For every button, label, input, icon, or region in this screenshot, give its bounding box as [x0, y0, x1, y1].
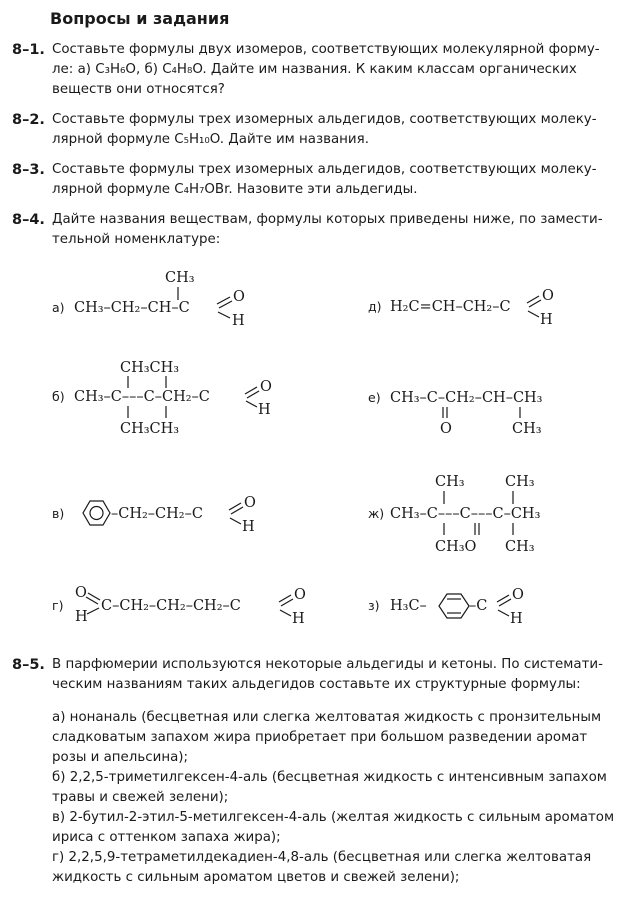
task-number: 8–1.	[12, 42, 45, 58]
task-8-2	[12, 110, 597, 150]
formula-b-main: CH₃–C–––C–CH₂–C	[74, 389, 210, 405]
bond	[280, 610, 291, 616]
task-number: 8–2.	[12, 112, 45, 128]
atom-o: O	[294, 587, 306, 603]
formula-label-e: е)	[368, 390, 381, 405]
sub-item-v	[52, 808, 622, 848]
formula-label-b: б)	[52, 389, 65, 404]
atom-o: O	[244, 495, 256, 511]
formula-b-top: CH₃CH₃	[120, 360, 180, 376]
formula-label-d: д)	[368, 299, 382, 314]
task-text-line: ческим названиям таких альдегидов составьте их структурные формулы:	[52, 677, 581, 692]
atom-o: O	[542, 288, 554, 304]
formula-z-left: H₃C–	[390, 598, 427, 614]
benzene-ring-icon	[439, 594, 469, 618]
sub-item-b	[52, 768, 622, 808]
atom-h: H	[75, 609, 88, 625]
sub-item-a	[52, 708, 622, 768]
formula-zh-main: CH₃–C–––C–––C–CH₃	[390, 506, 541, 522]
sub-item-line: г) 2,2,5,9-тетраметилдекадиен-4,8-аль (бесцветная или слегка желтоватая	[52, 850, 592, 865]
sub-item-line: а) нонаналь (бесцветная или слегка желтоватая жидкость с пронзительным	[52, 710, 602, 725]
task-number: 8–3.	[12, 162, 45, 178]
sub-item-line: сладковатым запахом жира приобретает при большом разведении аромат	[52, 730, 588, 745]
task-number: 8–5.	[12, 657, 45, 673]
formula-label-zh: ж)	[368, 506, 385, 521]
atom-h: H	[510, 611, 523, 627]
task-8-3	[12, 160, 597, 200]
formula-zh-ch3-top-left: CH₃	[435, 474, 465, 490]
task-text-line: В парфюмерии используются некоторые альдегиды и кетоны. По системати-	[52, 657, 603, 672]
atom-h: H	[242, 519, 255, 535]
bond	[87, 608, 99, 614]
formula-label-a: а)	[52, 300, 65, 315]
task-text-line: Составьте формулы трех изомерных альдегидов, соответствующих молеку-	[52, 112, 597, 127]
sub-item-line: розы и апельсина);	[52, 750, 189, 765]
formula-zh-ch3-bottom-right: CH₃	[505, 539, 535, 555]
formula-zh-ch3-top-right: CH₃	[505, 474, 535, 490]
atom-h: H	[540, 312, 553, 328]
task-text-line: лярной формуле C₅H₁₀O. Дайте им названия.	[52, 132, 369, 147]
atom-h: H	[292, 611, 305, 627]
bond	[246, 401, 257, 407]
atom-h: H	[232, 313, 245, 329]
task-number: 8–4.	[12, 212, 45, 228]
formula-g-main: C–CH₂–CH₂–CH₂–C	[101, 598, 241, 614]
task-8-1	[12, 40, 600, 100]
formula-a-ch3: CH₃	[165, 270, 195, 286]
bond	[498, 610, 509, 616]
sub-item-line: в) 2-бутил-2-этил-5-метилгексен-4-аль (желтая жидкость с сильным ароматом	[52, 810, 615, 825]
task-text-line: тельной номенклатуре:	[52, 232, 221, 247]
sub-item-line: ириса с оттенком запаха жира);	[52, 830, 281, 845]
task-8-5	[12, 655, 603, 695]
sub-item-line: травы и свежей зелени);	[52, 790, 229, 805]
sub-item-line: жидкость с сильным ароматом цветов и свежей зелени);	[52, 870, 460, 885]
task-text-line: веществ они относятся?	[52, 82, 225, 97]
formula-zh-bottom-left: CH₃O	[435, 539, 477, 555]
task-text-line: Составьте формулы двух изомеров, соответствующих молекулярной форму-	[52, 42, 600, 57]
section-heading: Вопросы и задания	[50, 9, 230, 28]
benzene-ring-inner	[90, 507, 103, 520]
bond	[218, 312, 230, 318]
structural-formulas	[0, 255, 638, 640]
atom-o: O	[260, 379, 272, 395]
bond	[528, 311, 539, 317]
atom-o: O	[75, 585, 87, 601]
formula-label-g: г)	[52, 598, 64, 613]
atom-o: O	[440, 421, 452, 437]
atom-o: O	[233, 289, 245, 305]
formula-e-ch3: CH₃	[512, 421, 542, 437]
task-text-line: Составьте формулы трех изомерных альдегидов, соответствующих молеку-	[52, 162, 597, 177]
formula-label-v: в)	[52, 506, 65, 521]
task-text-line: ле: а) C₃H₆O, б) C₄H₈O. Дайте им названия. К каким классам органических	[52, 62, 577, 77]
task-8-4	[12, 210, 603, 250]
formula-label-z: з)	[368, 598, 380, 613]
bond	[230, 518, 241, 524]
benzene-ring-icon	[83, 501, 110, 525]
formula-v-main: –CH₂–CH₂–C	[111, 506, 203, 522]
sub-item-line: б) 2,2,5-триметилгексен-4-аль (бесцветная жидкость с интенсивным запахом	[52, 770, 607, 785]
formula-z-right: –C	[469, 598, 488, 614]
task-text-line: лярной формуле C₄H₇OBr. Назовите эти альдегиды.	[52, 182, 418, 197]
atom-o: O	[512, 587, 524, 603]
formula-e-main: CH₃–C–CH₂–CH–CH₃	[390, 390, 543, 406]
formula-a-main: CH₃–CH₂–CH–C	[74, 300, 190, 316]
atom-h: H	[258, 402, 271, 418]
formula-d-main: H₂C=CH–CH₂–C	[390, 299, 511, 315]
sub-item-g	[52, 848, 622, 888]
formula-b-bottom: CH₃CH₃	[120, 421, 180, 437]
task-text-line: Дайте названия веществам, формулы которых приведены ниже, по замести-	[52, 212, 603, 227]
